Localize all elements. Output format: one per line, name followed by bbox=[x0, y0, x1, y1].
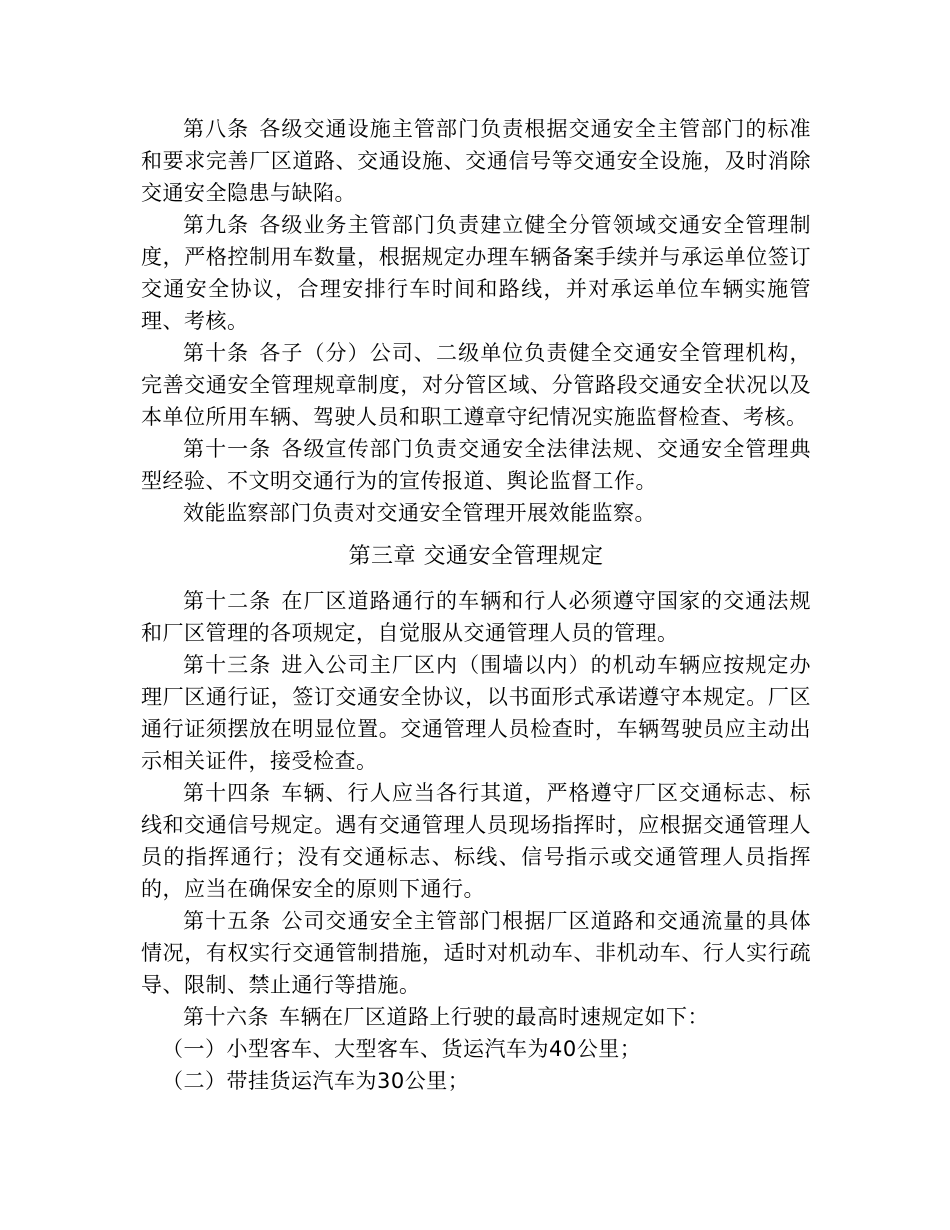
paragraph-text: 进入公司主厂区内（围墙以内）的机动车辆应按规定办理厂区通行证，签订交通安全协议，以书面形式承诺遵守本规定。厂区通行证须摆放在明显位置。交通管理人员检查时，车辆驾驶员应主动出示相关证件，接受检查。 bbox=[141, 653, 812, 773]
paragraph-article-14 bbox=[141, 777, 811, 905]
paragraph-article-16 bbox=[141, 1001, 811, 1033]
paragraph-text: 在厂区道路通行的车辆和行人必须遵守国家的交通法规和厂区管理的各项规定，自觉服从交通管理人员的管理。 bbox=[141, 589, 812, 645]
paragraph-text: 效能监察部门负责对交通安全管理开展效能监察。 bbox=[183, 501, 656, 525]
article-number: 第十三条 bbox=[183, 653, 272, 677]
paragraph-text: 各级业务主管部门负责建立健全分管领域交通安全管理制度，严格控制用车数量，根据规定办理车辆备案手续并与承运单位签订交通安全协议，合理安排行车时间和路线，并对承运单位车辆实施管理、考核。 bbox=[141, 213, 812, 333]
paragraph-text: 各子（分）公司、二级单位负责健全交通安全管理机构，完善交通安全管理规章制度，对分管区域、分管路段交通安全状况以及本单位所用车辆、驾驶人员和职工遵章守纪情况实施监督检查、考核。 bbox=[141, 341, 812, 429]
list-item-speed-limit-2 bbox=[141, 1065, 811, 1097]
paragraph-article-13 bbox=[141, 649, 811, 777]
paragraph-article-10 bbox=[141, 337, 811, 433]
paragraph-efficiency-supervision bbox=[141, 497, 811, 529]
article-number: 第十四条 bbox=[183, 781, 272, 805]
paragraph-text: （二）带挂货运汽车为30公里； bbox=[162, 1069, 470, 1093]
paragraph-text: 公司交通安全主管部门根据厂区道路和交通流量的具体情况，有权实行交通管制措施，适时对机动车、非机动车、行人实行疏导、限制、禁止通行等措施。 bbox=[141, 909, 812, 997]
article-number: 第十二条 bbox=[183, 589, 272, 613]
paragraph-text: （一）小型客车、大型客车、货运汽车为40公里； bbox=[162, 1037, 642, 1061]
article-number: 第十五条 bbox=[183, 909, 272, 933]
paragraph-text: 各级交通设施主管部门负责根据交通安全主管部门的标准和要求完善厂区道路、交通设施、交通信号等交通安全设施，及时消除交通安全隐患与缺陷。 bbox=[141, 117, 812, 205]
list-item-speed-limit-1 bbox=[141, 1033, 811, 1065]
paragraph-article-11 bbox=[141, 433, 811, 497]
article-number: 第九条 bbox=[183, 213, 250, 237]
article-number: 第十一条 bbox=[183, 437, 272, 461]
paragraph-article-12 bbox=[141, 585, 811, 649]
document-body bbox=[141, 113, 811, 1097]
article-number: 第十条 bbox=[183, 341, 250, 365]
article-number: 第八条 bbox=[183, 117, 250, 141]
chapter-heading: 第三章 交通安全管理规定 bbox=[348, 544, 604, 569]
paragraph-article-9 bbox=[141, 209, 811, 337]
paragraph-article-8 bbox=[141, 113, 811, 209]
paragraph-text: 车辆、行人应当各行其道，严格遵守厂区交通标志、标线和交通信号规定。遇有交通管理人员现场指挥时，应根据交通管理人员的指挥通行；没有交通标志、标线、信号指示或交通管理人员指挥的，应当在确保安全的原则下通行。 bbox=[141, 781, 812, 901]
article-number: 第十六条 bbox=[183, 1005, 269, 1029]
paragraph-article-15 bbox=[141, 905, 811, 1001]
paragraph-text: 车辆在厂区道路上行驶的最高时速规定如下： bbox=[279, 1005, 709, 1029]
paragraph-text: 各级宣传部门负责交通安全法律法规、交通安全管理典型经验、不文明交通行为的宣传报道、舆论监督工作。 bbox=[141, 437, 812, 493]
